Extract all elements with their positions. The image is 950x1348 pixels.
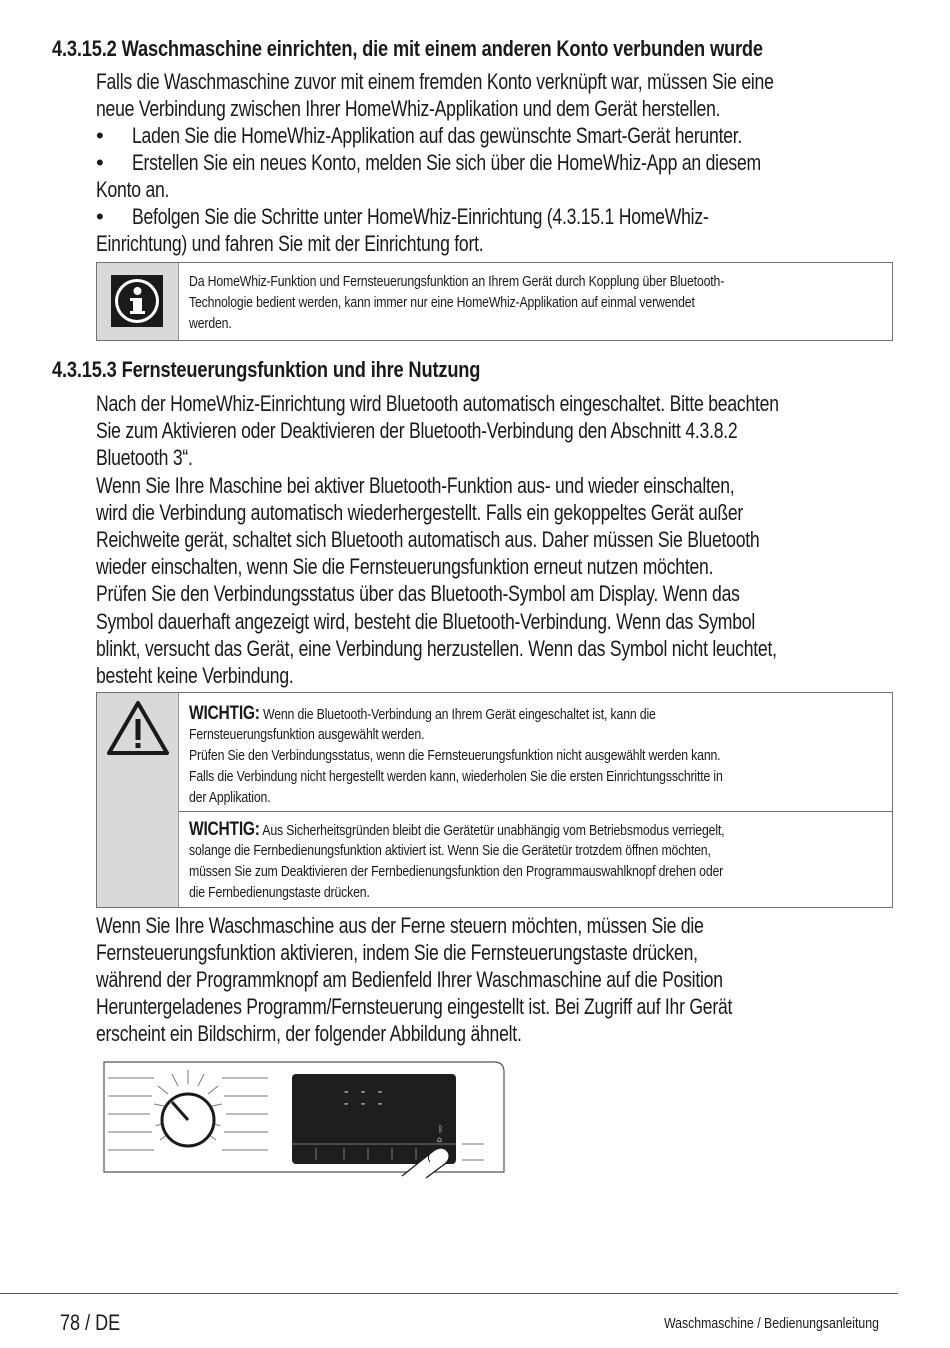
closing-paragraph-line <box>96 1020 628 1047</box>
body-paragraph-line <box>96 608 920 635</box>
bullet-item-3-line-1 <box>132 203 853 230</box>
body-paragraph-line-text: wird die Verbindung automatisch wiederhergestellt. Falls ein gekoppeltes Gerät außer <box>96 499 744 525</box>
info-line-2-text: Technologie bedient werden, kann immer nur eine HomeWhiz-Applikation auf einmal verwendet <box>189 294 695 311</box>
info-line-1 <box>189 271 842 292</box>
closing-paragraph-line-text: Wenn Sie Ihre Waschmaschine aus der Ferne steuern möchten, müssen Sie die <box>96 913 704 938</box>
note-icon-panel <box>97 263 179 340</box>
warning-1-line-4 <box>189 766 840 787</box>
bullet-item-2-text: Erstellen Sie ein neues Konto, melden Sie sich über die HomeWhiz-App an diesem <box>132 150 761 175</box>
warning-1-text: der Applikation. <box>189 789 271 806</box>
body-paragraph-line <box>96 472 894 499</box>
bullet-item-3-line-2 <box>96 230 580 257</box>
closing-paragraph-line <box>96 912 856 939</box>
warning-divider <box>179 811 892 812</box>
page-number <box>60 1310 133 1336</box>
body-paragraph-line-text: Reichweite gerät, schaltet sich Bluetooth automatisch aus. Daher müssen Sie Bluetooth <box>96 527 760 552</box>
footer-title <box>664 1315 926 1333</box>
body-paragraph-line-text: Symbol dauerhaft angezeigt wird, besteht die Bluetooth-Verbindung. Wenn das Symbol <box>96 608 755 634</box>
warning-2-text: müssen Sie zum Deaktivieren der Fernbedienungsfunktion den Programmauswahlknopf drehen oder <box>189 863 724 880</box>
bullet-item-1-text: Laden Sie die HomeWhiz-Applikation auf das gewünschte Smart-Gerät herunter. <box>132 123 743 148</box>
info-line-3 <box>189 313 241 334</box>
closing-paragraph-line-text: während der Programmknopf am Bedienfeld Ihrer Waschmaschine auf die Position <box>96 967 723 992</box>
info-icon <box>97 263 179 340</box>
body-paragraph-line <box>96 444 217 471</box>
body-paragraph-line <box>96 390 949 417</box>
bullet-marker: • <box>96 204 104 229</box>
heading-text: 4.3.15.3 Fernsteuerungsfunktion und ihre Nutzung <box>52 357 481 382</box>
intro-line-2 <box>96 95 876 122</box>
closing-paragraph-line <box>96 939 848 966</box>
warning-2-line-2 <box>189 840 825 861</box>
warning-1-line-1 <box>189 703 758 725</box>
display-digits: - - - <box>342 1096 385 1112</box>
closing-paragraph-line-text: erscheint ein Bildschirm, der folgender Abbildung ähnelt. <box>96 1021 522 1046</box>
bullet-item-2-line-2 <box>96 176 188 203</box>
warning-2-text: die Fernbedienungstaste drücken. <box>189 884 370 901</box>
bullet-item-3-text-cont: Einrichtung) und fahren Sie mit der Einrichtung fort. <box>96 231 484 256</box>
bluetooth-icon: ᛒ <box>438 1125 444 1135</box>
section-heading-4-3-15-2 <box>52 36 908 62</box>
warning-1-text: Wenn die Bluetooth-Verbindung an Ihrem Gerät eingeschaltet ist, kann die <box>262 706 656 723</box>
body-paragraph-line-text: blinkt, versucht das Gerät, eine Verbindung herzustellen. Wenn das Symbol nicht leuchtet, <box>96 635 777 661</box>
warning-2-text: solange die Fernbedienungsfunktion aktiviert ist. Wenn Sie die Gerätetür trotzdem öffnen möchten, <box>189 842 711 859</box>
body-paragraph-line <box>96 499 905 526</box>
warning-1-line-3 <box>189 745 837 766</box>
info-line-2 <box>189 292 806 313</box>
display-digits: - - - <box>342 1084 385 1100</box>
closing-paragraph-line <box>96 993 891 1020</box>
body-paragraph-line-text: Nach der HomeWhiz-Einrichtung wird Bluetooth automatisch eingeschaltet. Bitte beachten <box>96 391 779 416</box>
bullet-item-1 <box>132 122 895 149</box>
closing-paragraph-line-text: Heruntergeladenes Programm/Fernsteuerung eingestellt ist. Bei Zugriff auf Ihr Gerät <box>96 994 733 1019</box>
control-panel-illustration <box>96 1056 516 1186</box>
info-note <box>96 262 893 341</box>
body-paragraph-line-text: Prüfen Sie den Verbindungsstatus über das Bluetooth-Symbol am Display. Wenn das <box>96 581 740 607</box>
closing-paragraph-line <box>96 966 879 993</box>
body-paragraph-line <box>96 635 947 662</box>
warning-2-text: Aus Sicherheitsgründen bleibt die Gerätetür unabhängig vom Betriebsmodus verriegelt, <box>262 822 725 839</box>
remote-control-icon: ⌂ <box>437 1135 443 1144</box>
heading-text: 4.3.15.2 Waschmaschine einrichten, die mit einem anderen Konto verbunden wurde <box>52 36 763 61</box>
closing-paragraph-line-text: Fernsteuerungsfunktion aktivieren, indem Sie die Fernsteuerungstaste drücken, <box>96 940 698 965</box>
bullet-item-2-text-cont: Konto an. <box>96 177 170 202</box>
body-paragraph-line <box>96 662 343 689</box>
bullet-marker: • <box>96 150 104 175</box>
bullet-marker: • <box>96 123 104 148</box>
warning-2-line-3 <box>189 861 840 882</box>
warning-label: WICHTIG: <box>189 819 260 840</box>
body-paragraph-line <box>96 526 925 553</box>
info-line-1-text: Da HomeWhiz-Funktion und Fernsteuerungsfunktion an Ihrem Gerät durch Kopplung über Bluetooth- <box>189 273 725 290</box>
section-heading-4-3-15-3 <box>52 357 568 383</box>
body-paragraph-line-text: besteht keine Verbindung. <box>96 663 294 688</box>
intro-line-1-text: Falls die Waschmaschine zuvor mit einem fremden Konto verknüpft war, müssen Sie eine <box>96 69 774 94</box>
warning-label: WICHTIG: <box>189 703 260 724</box>
footer-rule <box>0 1293 898 1294</box>
page-number-text: 78 / DE <box>60 1310 121 1335</box>
warning-note <box>96 692 893 908</box>
body-paragraph-line-text: wieder einschalten, wenn Sie die Fernsteuerungsfunktion erneut nutzen möchten. <box>96 554 714 580</box>
warning-1-line-2 <box>189 724 476 745</box>
body-paragraph-line <box>96 580 901 607</box>
intro-line-2-text: neue Verbindung zwischen Ihrer HomeWhiz-Applikation und dem Gerät herstellen. <box>96 96 721 121</box>
warning-1-line-5 <box>189 787 288 808</box>
bullet-item-2-line-1 <box>132 149 918 176</box>
body-paragraph-line-text: Sie zum Aktivieren oder Deaktivieren der Bluetooth-Verbindung den Abschnitt 4.3.8.2 <box>96 418 738 444</box>
warning-2-line-1 <box>189 819 842 841</box>
warning-triangle-icon <box>97 693 179 763</box>
warning-1-text: Falls die Verbindung nicht hergestellt werden kann, wiederholen Sie die ersten Einrichtungsschritte in <box>189 768 723 785</box>
intro-line-1 <box>96 68 943 95</box>
body-paragraph-line-text: Bluetooth 3“. <box>96 445 193 471</box>
info-line-3-text: werden. <box>189 315 232 332</box>
warning-1-text: Prüfen Sie den Verbindungsstatus, wenn die Fernsteuerungsfunktion nicht ausgewählt werden kann. <box>189 747 721 764</box>
bullet-item-3-text: Befolgen Sie die Schritte unter HomeWhiz-Einrichtung (4.3.15.1 HomeWhiz- <box>132 204 709 229</box>
body-paragraph-line <box>96 417 898 444</box>
warning-2-line-4 <box>189 882 409 903</box>
body-paragraph-line <box>96 553 868 580</box>
warning-1-text: Fernsteuerungsfunktion ausgewählt werden. <box>189 726 425 743</box>
body-paragraph-line-text: Wenn Sie Ihre Maschine bei aktiver Bluetooth-Funktion aus- und wieder einschalten, <box>96 472 735 498</box>
note-icon-panel <box>97 693 179 907</box>
footer-title-text: Waschmaschine / Bedienungsanleitung <box>664 1315 879 1332</box>
